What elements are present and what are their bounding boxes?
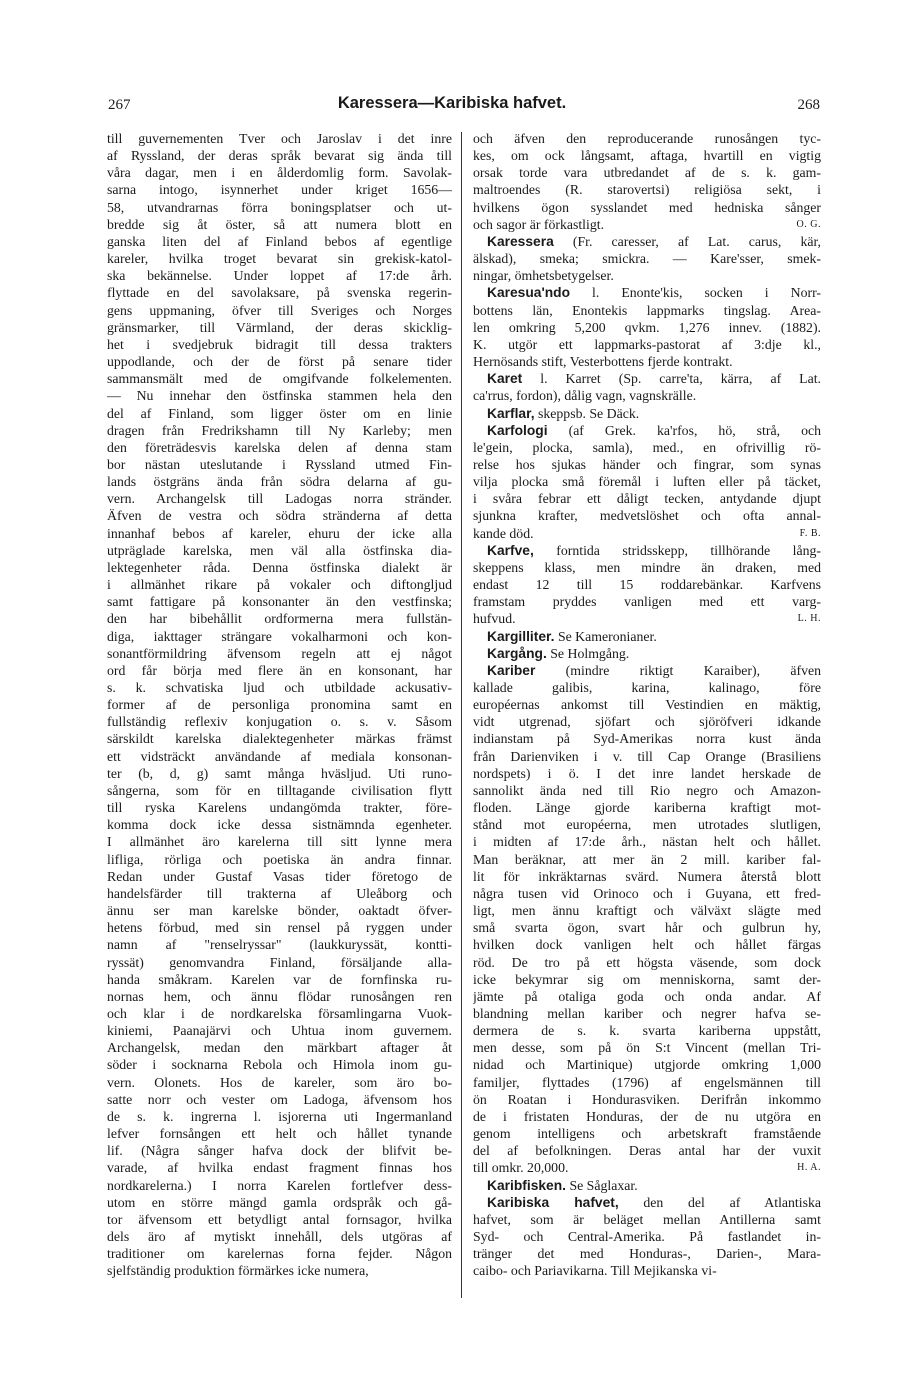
text-line — [473, 559, 821, 576]
text-line: flyttade en del savolaksare, på svenska regerin- — [107, 285, 452, 301]
text-line: tor äfvensom ett betydligt antal fornsagor, hvilka — [107, 1211, 452, 1227]
text-line — [473, 851, 821, 868]
text-line: utpräglade karelska, men väl alla östfinska dia- — [107, 542, 452, 558]
text-line: till ryska Karelens undangömda trakter, före- — [107, 800, 452, 816]
text-line — [473, 902, 821, 919]
text-line: bor nästan uteslutande i Ryssland utmed Fin- — [107, 456, 452, 472]
text-segment: de i fristaten Honduras, der de nu utgöra en — [473, 1108, 821, 1124]
headword: Karibfisken. — [487, 1177, 566, 1193]
headword: Kargilliter. — [487, 628, 555, 644]
text-line — [473, 507, 821, 524]
text-line — [473, 988, 821, 1005]
headword: Karfologi — [487, 422, 548, 438]
text-segment: maltroendes (R. starovertsi) religiösa sekt, i — [473, 182, 821, 198]
text-segment: hvilkens ögon sysslandet med hedniska sånger — [473, 199, 821, 215]
headword: Kariber — [487, 662, 536, 678]
text-line: sjelfständig produktion förmärkes icke numera, — [107, 1263, 369, 1279]
text-segment: nordspets) i ö. I det inre landet herskade de — [473, 765, 821, 781]
text-line — [473, 713, 821, 730]
text-segment: röd. De tro på ett högsta väsende, som dock — [473, 954, 821, 970]
text-line — [473, 1211, 821, 1228]
text-line: i allmänhet rikare på vokaler och diftongljud — [107, 577, 452, 593]
dictionary-entry — [473, 422, 821, 542]
text-line — [473, 1074, 821, 1091]
text-segment: orsak torde vara utbredandet af de s. k. gam- — [473, 165, 821, 181]
text-line — [473, 868, 821, 885]
text-line — [473, 679, 821, 696]
text-segment: ca'rrus, fordon), dålig vagn, vagnskrälle. — [473, 388, 697, 404]
text-segment: kande död. — [473, 525, 534, 541]
text-line: I allmänhet äro karelerna till sitt lynne mera — [107, 834, 452, 850]
text-line — [473, 1228, 821, 1245]
text-line — [473, 1005, 821, 1022]
text-line: ska bekännelse. Under loppet af 17:de årh. — [107, 268, 452, 284]
headword: Karfve, — [487, 542, 534, 558]
text-line — [473, 576, 821, 593]
text-line — [473, 1159, 821, 1176]
text-segment: den del af Atlantiska — [643, 1194, 821, 1210]
text-line — [473, 730, 821, 747]
text-line: lektegenheter råda. Denna östfinska dialekt är — [107, 559, 452, 575]
text-segment: några tusen vid Orinoco och i Guyana, ett fred- — [473, 885, 821, 901]
dictionary-entry — [473, 370, 821, 404]
text-line: Äfven de vestra och södra stränderna af detta — [107, 508, 452, 524]
text-line — [473, 164, 821, 181]
text-segment: Se Såglaxar. — [569, 1177, 638, 1193]
headword: Karesua'ndo — [487, 285, 571, 301]
text-segment: i svåra febrar ett dåligt tecken, antydande djupt — [473, 491, 821, 507]
text-segment: tränger det med Honduras-, Darien-, Mara- — [473, 1246, 821, 1262]
text-line — [473, 662, 821, 679]
text-line: uppodlande, och der de först på senare tider — [107, 354, 452, 370]
text-line — [473, 1039, 821, 1056]
text-line: sångerna, som för en tilltagande civilisation flytt — [107, 782, 452, 798]
text-line — [473, 336, 821, 353]
text-line: del af Finland, som ligger öster om en linie — [107, 405, 452, 421]
text-segment: älskad), smeka; smickra. — Kare'sser, smek- — [473, 251, 821, 267]
right-column — [473, 130, 821, 1279]
text-line — [473, 439, 821, 456]
text-segment: dermera de s. k. svarta kariberna uppstått, — [473, 1023, 821, 1039]
text-line — [473, 696, 821, 713]
text-line: lif. (Några sånger hafva dock der blifvit be- — [107, 1143, 452, 1159]
text-line — [473, 645, 821, 662]
text-line: nordkarelerna.) I norra Karelen fortlefver dess- — [107, 1177, 452, 1193]
text-segment: ligt, men ännu kraftigt och välväxt slägte med — [473, 903, 821, 919]
text-line — [473, 199, 821, 216]
text-line: kiniemi, Paanajärvi och Uhtua inom guvernem. — [107, 1023, 452, 1039]
dictionary-entry — [473, 284, 821, 370]
text-line — [473, 216, 821, 233]
headword: Karessera — [487, 233, 554, 249]
text-segment: vidt utgrenad, sjöfart och sjöröfveri idkande — [473, 714, 821, 730]
dictionary-entry — [473, 662, 821, 1177]
text-segment: kallade galibis, karina, kalinago, före — [473, 680, 821, 695]
dictionary-entry — [473, 233, 821, 284]
text-line: kareler, hvilka troget bevarat sin grekisk-katol- — [107, 251, 452, 267]
text-segment: jämte på otaliga goda och onda andar. Af — [473, 988, 821, 1004]
text-segment: relse hos sjukas händer och fingrar, som synas — [473, 456, 821, 472]
text-line — [473, 1108, 821, 1125]
text-line — [473, 971, 821, 988]
text-line — [473, 1056, 821, 1073]
text-line: samt fattigare på konsonanter än den vestfinska; — [107, 594, 452, 610]
text-segment: små svarta ögon, svart hår och gulbrun hy, — [473, 920, 821, 936]
text-line: komma dock icke dessa sistnämnda egenheter. — [107, 817, 452, 833]
text-line — [473, 267, 821, 284]
text-segment: hvilken dock vanligen helt och hållet färgas — [473, 937, 821, 953]
text-line — [473, 525, 821, 542]
text-segment: (Fr. caresser, af Lat. carus, kär, — [572, 233, 821, 249]
text-line: 58, utvandrarnas förra boningsplatser och ut- — [107, 199, 452, 215]
text-segment: Se Kameronianer. — [557, 628, 657, 644]
text-segment: Hernösands stift, Vesterbottens fjerde kontrakt. — [473, 354, 733, 370]
text-line — [473, 919, 821, 936]
text-segment: len omkring 5,200 qvkm. 1,276 innev. (1882). — [473, 319, 821, 335]
text-line: särskildt karelska dialektegenheter märkas främst — [107, 731, 452, 747]
text-line — [473, 954, 821, 971]
text-line — [473, 782, 821, 799]
text-line — [473, 130, 821, 147]
dictionary-entry — [473, 542, 821, 628]
text-line — [473, 1245, 821, 1262]
text-line — [473, 1177, 821, 1194]
text-segment: bottens län, Enontekis lappmarks tingslag. Area- — [473, 302, 821, 318]
text-line: bredde sig åt öster, så att numera blott en — [107, 216, 452, 232]
text-segment: caibo- och Pariavikarna. Till Mejikanska vi- — [473, 1263, 717, 1279]
text-line — [473, 405, 821, 422]
dictionary-entry — [473, 1194, 821, 1280]
signature: F. B. — [799, 527, 821, 539]
text-segment: sjunkna krafter, medvetslöshet och ofta annal- — [473, 508, 821, 524]
column-divider — [461, 132, 462, 1298]
text-line — [473, 319, 821, 336]
text-line — [473, 1125, 821, 1142]
text-line: ganska liten del af Finland bebos af egentlige — [107, 233, 452, 249]
signature: H. A. — [797, 1162, 821, 1174]
text-line: handelsfärder till trakterna af Uleåborg och — [107, 885, 452, 901]
text-line: våra dagar, men i en ålderdomlig form. Savolak- — [107, 165, 452, 181]
signature: O. G. — [796, 218, 821, 230]
text-segment: K. utgör ett lappmarks-pastorat af 3:dje kl., — [473, 336, 821, 352]
text-segment: blandning mellan kariber och negrer hafva se- — [473, 1005, 821, 1021]
text-line: den har bibehållit ordformerna mera fullstän- — [107, 611, 452, 627]
text-line — [473, 490, 821, 507]
text-line: den företrädesvis karelska delen af denna stam — [107, 439, 452, 455]
text-segment: floden. Länge gjorde kariberna kraftigt mot- — [473, 800, 821, 816]
text-line: lands östgräns ända från södra delarna af gu- — [107, 474, 452, 490]
left-column — [107, 130, 452, 1279]
text-segment: endast 12 till 15 roddarebänkar. Karfvens — [473, 577, 821, 593]
dictionary-entry — [473, 628, 821, 645]
text-line — [473, 1194, 821, 1211]
text-line — [473, 456, 821, 473]
text-line — [473, 765, 821, 782]
text-line: ännu ser man karelske bönder, oaktadt öfver- — [107, 903, 452, 919]
text-segment: genom intelligens och arbetskraft framstående — [473, 1126, 821, 1142]
text-segment: hufvud. — [473, 611, 516, 627]
text-line: het i svedjebruk bidragit till dessa trakters — [107, 336, 452, 352]
text-segment: till omkr. 20,000. — [473, 1160, 569, 1176]
text-segment: sannolikt ända ned till Rio negro och Amazon- — [473, 782, 821, 798]
text-segment: familjer, flyttades (1796) af engelsmännen till — [473, 1074, 821, 1090]
text-line: och klar i de nordkarelska församlingarna Vuok- — [107, 1005, 452, 1021]
text-segment: (af Grek. ka'rfos, hö, strå, och — [568, 422, 821, 438]
text-line: dels äro af mytiskt innehåll, dels utgöras af — [107, 1229, 452, 1244]
page-number-right: 268 — [797, 97, 820, 113]
text-line: gens uppmaning, öfver till Sveriges och Norges — [107, 302, 452, 318]
text-line: sonantförmildring äfvensom regeln att ej något — [107, 645, 452, 661]
text-segment: kes, om ock långsamt, aftaga, hvartill en vigtig — [473, 148, 821, 164]
text-line — [473, 181, 821, 198]
text-line — [473, 387, 821, 404]
text-line — [473, 610, 821, 627]
text-segment: stånd mot européerna, men utrotades slutligen, — [473, 817, 821, 833]
text-line — [473, 147, 821, 164]
text-segment: vilja plocka små föremål i luften eller på täcket, — [473, 474, 821, 490]
text-segment: le'gein, plocka, samla), med., en ofrivillig rö- — [473, 439, 821, 455]
text-segment: Se Holmgång. — [550, 645, 630, 661]
text-line — [473, 473, 821, 490]
text-segment: Man beräknar, att mer än 2 mill. kariber fal- — [473, 851, 821, 867]
headword: Karflar, — [487, 405, 535, 421]
text-line: ett vidsträckt användande af mediala konsonan- — [107, 748, 452, 764]
text-line — [473, 593, 821, 610]
text-line: utom en större mängd gamla ordspråk och gå- — [107, 1194, 452, 1210]
page-number-left: 267 — [108, 97, 131, 113]
text-segment: men desse, som på ön S:t Vincent (mellan Tri- — [473, 1040, 821, 1056]
headword: Karibiska hafvet, — [487, 1194, 619, 1210]
text-line: innanhaf bebos af kareler, ehuru der icke alla — [107, 525, 452, 541]
text-segment: skeppens klass, men mindre än draken, med — [473, 559, 821, 575]
text-line: s. k. schvatiska ljud och utbildade ackusativ- — [107, 680, 452, 695]
text-segment: ningar, ömhetsbetygelser. — [473, 268, 614, 284]
text-line: Archangelsk, medan den märkbart aftager åt — [107, 1040, 452, 1056]
text-line — [473, 936, 821, 953]
text-line — [473, 748, 821, 765]
text-segment: Syd- och Central-Amerika. På fastlandet in- — [473, 1229, 821, 1244]
text-line: satte norr och vester om Ladoga, äfvensom hos — [107, 1091, 452, 1107]
text-segment: nidad och Martinique) utgjorde omkring 1,000 — [473, 1057, 821, 1073]
text-line: former af de personliga pronomina samt en — [107, 697, 452, 713]
text-line — [473, 628, 821, 645]
text-line: nornas hem, och ännu flödar runosången ren — [107, 988, 452, 1004]
text-line — [473, 1142, 821, 1159]
text-line — [473, 816, 821, 833]
headword: Karet — [487, 371, 523, 387]
text-line — [473, 302, 821, 319]
text-line: sammansmält med de omgifvande folkelementen. — [107, 371, 452, 387]
text-segment: framstam pryddes vanligen med ett varg- — [473, 594, 821, 610]
text-line — [473, 542, 821, 559]
text-line — [473, 833, 821, 850]
text-line: varade, af hvilka endast fragment finnas hos — [107, 1160, 452, 1176]
text-line — [473, 422, 821, 439]
text-segment: indianstam på Syd-Amerikas norra kust ända — [473, 731, 821, 747]
headword: Kargång. — [487, 645, 547, 661]
text-segment: skeppsb. Se Däck. — [538, 405, 640, 421]
text-line: ord får börja med flere än en konsonant, har — [107, 662, 452, 678]
text-line — [473, 1022, 821, 1039]
text-line: diga, iakttager strängare vokalharmoni och kon- — [107, 628, 452, 644]
text-line: traditioner om karelernas forna fejder. Någon — [107, 1246, 452, 1262]
text-line — [473, 370, 821, 387]
text-line: Redan under Gustaf Vasas tider företogo de — [107, 868, 452, 884]
text-line: vern. Archangelsk till Ladogas norra stränder. — [107, 491, 452, 507]
text-segment: (mindre riktigt Karaiber), äfven — [565, 662, 821, 678]
text-line — [473, 284, 821, 301]
text-line: till guvernementen Tver och Jaroslav i det inre — [107, 131, 452, 146]
text-segment: l. Enonte'kis, socken i Norr- — [592, 285, 821, 301]
text-segment: forntida stridsskepp, tillhörande lång- — [556, 542, 821, 558]
text-line: handa småkram. Karelen var de fornfinska ru- — [107, 971, 452, 987]
text-line: lefver fornsången ett helt och hållet tynande — [107, 1126, 452, 1142]
text-segment: del af befolkningen. Deras antal har der vuxit — [473, 1143, 821, 1159]
text-line: af Ryssland, der deras språk bevarat sig ända till — [107, 148, 452, 164]
dictionary-entry — [473, 645, 821, 662]
text-line — [473, 1262, 821, 1279]
text-line: ryssät) genomvandra Finland, försäljande alla- — [107, 954, 452, 970]
text-line — [473, 233, 821, 250]
text-line: lifliga, rörliga och poetiska än andra finnar. — [107, 851, 452, 867]
signature: L. H. — [797, 613, 821, 625]
text-line: fullständig reflexiv konjugation o. s. v. Såsom — [107, 714, 452, 730]
text-line — [473, 353, 821, 370]
text-line: söder i socknarna Rebola och Himola inom gu- — [107, 1057, 452, 1073]
text-segment: européernas ankomst till Vestindien en mäktig, — [473, 697, 821, 713]
text-line: sarna intogo, isynnerhet under kriget 1656— — [107, 182, 452, 198]
text-line — [473, 1091, 821, 1108]
text-line: vern. Olonets. Hos de kareler, som äro bo- — [107, 1074, 452, 1090]
text-line: namn af "renselryssar" (laukkuryssät, kontti- — [107, 937, 452, 953]
text-segment: lit för inkräktarnas svärd. Numera återstå blott — [473, 868, 821, 884]
text-line: ter (b, d, g) samt många hväsljud. Uti runo- — [107, 765, 452, 781]
text-line — [473, 250, 821, 267]
text-segment: och sagor är förkastligt. — [473, 216, 605, 232]
text-segment: hafvet, som är beläget mellan Antillerna samt — [473, 1211, 821, 1227]
text-line: de s. k. ingrerna l. isjorerna uti Ingermanland — [107, 1108, 452, 1124]
text-line — [473, 799, 821, 816]
dictionary-entry — [473, 405, 821, 422]
text-line: dragen från Fredrikshamn till Ny Karleby; men — [107, 422, 452, 438]
text-line: hetens förbud, med sin rensel på ryggen under — [107, 920, 452, 936]
text-line: gränsmarker, till Värmland, der deras skicklig- — [107, 319, 452, 335]
dictionary-entry — [473, 1177, 821, 1194]
text-segment: och äfven den reproducerande runosången tyc- — [473, 131, 821, 146]
text-line: — Nu innehar den östfinska stammen hela den — [107, 388, 452, 404]
text-segment: l. Karret (Sp. carre'ta, kärra, af Lat. — [540, 371, 821, 387]
text-segment: från Darienviken i v. till Cap Orange (Brasiliens — [473, 748, 821, 764]
text-segment: i midten af 17:de årh., nästan helt och hållet. — [473, 834, 821, 850]
text-segment: icke bekymrar sig om menniskorna, samt der- — [473, 971, 821, 987]
running-title: Karessera—Karibiska hafvet. — [337, 94, 567, 112]
text-line — [473, 885, 821, 902]
text-segment: ön Roatan i Hondurasviken. Derifrån inkommo — [473, 1091, 821, 1107]
